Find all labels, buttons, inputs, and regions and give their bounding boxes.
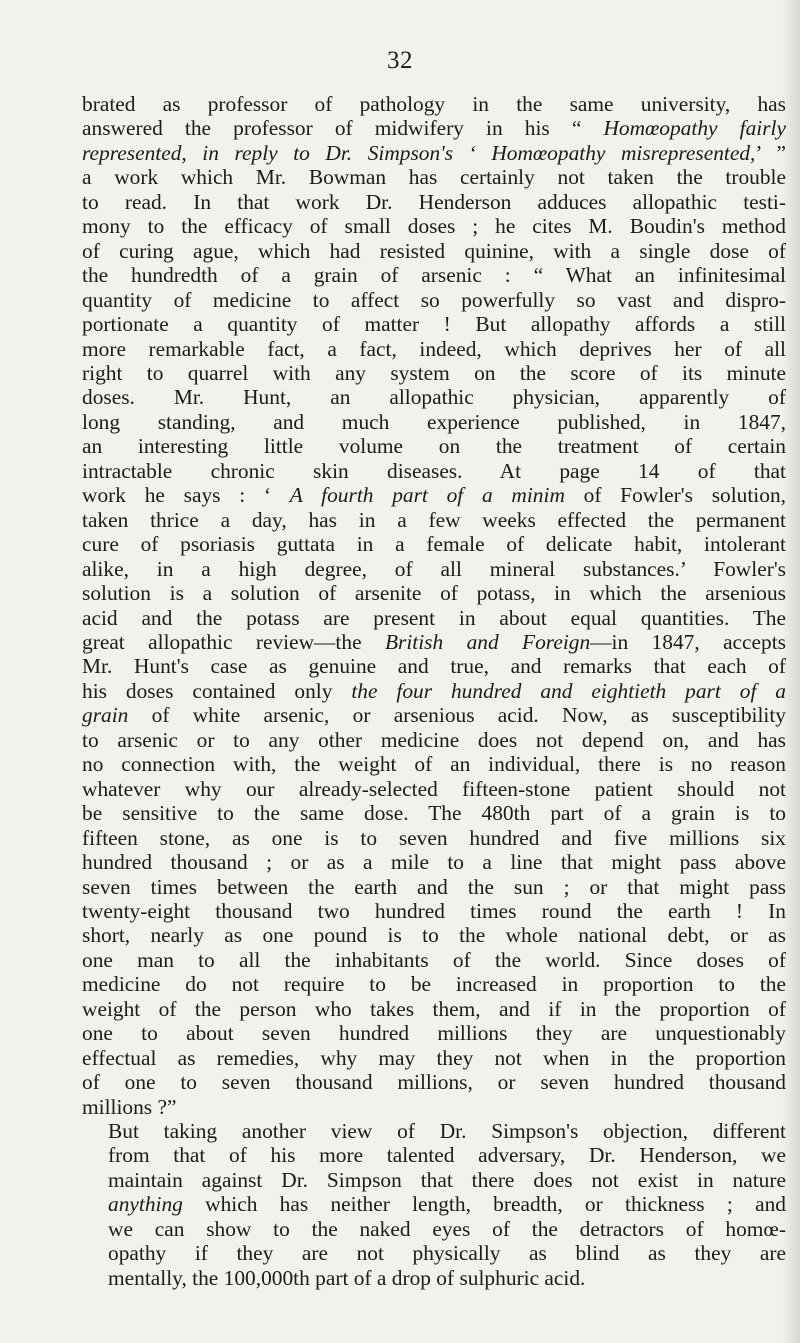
text-segment: from that of his more talented adversary, Dr. Henderson, we xyxy=(108,1143,786,1168)
text-line xyxy=(82,728,786,752)
text-line xyxy=(82,1241,786,1265)
text-segment: effectual as remedies, why may they not when in the proportion xyxy=(82,1045,786,1070)
text-line xyxy=(82,385,786,409)
italic-text: Homœopathy fairly xyxy=(603,116,786,141)
text-segment: solution is a solution of arsenite of potass, in which the arsenious xyxy=(82,581,786,606)
text-segment: work he says : ‘ xyxy=(82,483,290,508)
text-segment: right to quarrel with any system on the score of its minute xyxy=(82,360,786,385)
text-line xyxy=(82,948,786,972)
text-segment: acid and the potass are present in about equal quantities. The xyxy=(82,605,786,630)
text-segment: weight of the person who takes them, and if in the proportion of xyxy=(82,996,786,1021)
text-segment: intractable chronic skin diseases. At page 14 of that xyxy=(82,458,786,483)
text-segment: no connection with, the weight of an individual, there is no reason xyxy=(82,752,786,777)
italic-text: the four hundred and eightieth part of a xyxy=(351,678,786,703)
text-line xyxy=(82,141,786,165)
text-line xyxy=(82,654,786,678)
text-segment: fifteen stone, as one is to seven hundred and five millions six xyxy=(82,825,786,850)
text-segment: to read. In that work Dr. Henderson adduces allopathic testi- xyxy=(82,189,786,214)
paragraph xyxy=(82,92,786,1119)
text-line xyxy=(82,1143,786,1167)
text-line xyxy=(82,459,786,483)
text-line xyxy=(82,875,786,899)
text-line xyxy=(82,434,786,458)
text-line xyxy=(82,703,786,727)
text-segment: we can show to the naked eyes of the detractors of homœ- xyxy=(108,1216,786,1241)
text-segment: more remarkable fact, a fact, indeed, which deprives her of all xyxy=(82,336,786,361)
italic-text: represented, in reply to Dr. Simpson's ‘ Homœopathy misrepresented, xyxy=(82,140,756,165)
text-segment: millions ?” xyxy=(82,1094,177,1119)
text-line xyxy=(82,1217,786,1241)
italic-text: British and Foreign xyxy=(384,629,591,654)
text-segment: of curing ague, which had resisted quinine, with a single dose of xyxy=(82,238,786,263)
text-segment: a work which Mr. Bowman has certainly not taken the trouble xyxy=(82,165,786,190)
text-segment: the hundredth of a grain of arsenic : “ What an infinitesimal xyxy=(82,263,786,288)
italic-text: A fourth part of a minim xyxy=(289,483,565,508)
text-line xyxy=(82,190,786,214)
text-line xyxy=(82,850,786,874)
text-segment: to arsenic or to any other medicine does not depend on, and has xyxy=(82,727,786,752)
text-segment: one to about seven hundred millions they are unquestionably xyxy=(82,1021,786,1046)
text-line xyxy=(82,1192,786,1216)
text-line xyxy=(82,165,786,189)
text-segment: brated as professor of pathology in the same university, has xyxy=(82,92,786,116)
text-line xyxy=(82,337,786,361)
text-segment: one man to all the inhabitants of the world. Since doses of xyxy=(82,947,786,972)
text-segment: Mr. Hunt's case as genuine and true, and remarks that each of xyxy=(82,654,786,679)
text-line xyxy=(82,508,786,532)
text-segment: twenty-eight thousand two hundred times round the earth ! In xyxy=(82,898,786,923)
text-line xyxy=(82,557,786,581)
text-segment: ’ ” xyxy=(755,140,786,165)
text-segment: opathy if they are not physically as blind as they are xyxy=(108,1241,786,1266)
text-segment: mony to the efficacy of small doses ; he cites M. Boudin's method xyxy=(82,214,786,239)
text-line xyxy=(82,752,786,776)
text-line xyxy=(82,92,786,116)
paragraph xyxy=(82,1119,786,1290)
text-line xyxy=(82,312,786,336)
text-line xyxy=(82,263,786,287)
text-segment: which has neither length, breadth, or thickness ; and xyxy=(182,1192,786,1217)
text-line xyxy=(82,288,786,312)
text-line xyxy=(82,899,786,923)
text-line xyxy=(82,361,786,385)
italic-text: anything xyxy=(108,1192,183,1217)
text-segment: doses. Mr. Hunt, an allopathic physician, apparently of xyxy=(82,385,786,410)
text-segment: an interesting little volume on the treatment of certain xyxy=(82,434,786,459)
text-segment: taken thrice a day, has in a few weeks effected the permanent xyxy=(82,507,786,532)
text-segment: —in 1847, accepts xyxy=(590,629,787,654)
text-line xyxy=(82,997,786,1021)
text-line xyxy=(82,483,786,507)
text-segment: of white arsenic, or arsenious acid. Now, as susceptibility xyxy=(128,703,786,728)
text-line xyxy=(82,1095,786,1119)
text-segment: of Fowler's solution, xyxy=(564,483,786,508)
text-segment: great allopathic review—the xyxy=(82,629,385,654)
text-line xyxy=(82,1046,786,1070)
text-line xyxy=(82,679,786,703)
text-segment: portionate a quantity of matter ! But allopathy affords a still xyxy=(82,312,786,337)
italic-text: grain xyxy=(82,703,129,728)
text-line xyxy=(82,972,786,996)
text-line xyxy=(82,1119,786,1143)
text-segment: quantity of medicine to affect so powerfully so vast and dispro- xyxy=(82,287,786,312)
body-text xyxy=(82,92,786,1290)
text-segment: of one to seven thousand millions, or seven hundred thousand xyxy=(82,1070,786,1095)
text-segment: mentally, the 100,000th part of a drop of sulphuric acid. xyxy=(108,1265,586,1290)
text-line xyxy=(82,630,786,654)
text-line xyxy=(82,1266,786,1290)
text-line xyxy=(82,801,786,825)
text-segment: be sensitive to the same dose. The 480th part of a grain is to xyxy=(82,801,786,826)
page-number: 32 xyxy=(387,47,413,74)
text-line xyxy=(82,1168,786,1192)
text-segment: cure of psoriasis guttata in a female of delicate habit, intolerant xyxy=(82,532,786,557)
text-segment: his doses contained only xyxy=(82,678,352,703)
text-segment: long standing, and much experience published, in 1847, xyxy=(82,409,786,434)
text-segment: maintain against Dr. Simpson that there does not exist in nature xyxy=(108,1167,786,1192)
text-line xyxy=(82,777,786,801)
text-line xyxy=(82,116,786,140)
text-segment: medicine do not require to be increased in proportion to the xyxy=(82,972,786,997)
text-line xyxy=(82,581,786,605)
text-line xyxy=(82,923,786,947)
text-segment: But taking another view of Dr. Simpson's objection, different xyxy=(108,1119,786,1144)
text-line xyxy=(82,826,786,850)
text-line xyxy=(82,606,786,630)
text-line xyxy=(82,532,786,556)
text-segment: short, nearly as one pound is to the whole national debt, or as xyxy=(82,923,786,948)
text-line xyxy=(82,239,786,263)
text-line xyxy=(82,214,786,238)
text-line xyxy=(82,1021,786,1045)
text-segment: alike, in a high degree, of all mineral substances.’ Fowler's xyxy=(82,556,786,581)
text-segment: whatever why our already-selected fifteen-stone patient should not xyxy=(82,776,786,801)
text-segment: seven times between the earth and the sun ; or that might pass xyxy=(82,874,786,899)
text-segment: answered the professor of midwifery in his “ xyxy=(82,116,604,141)
text-line xyxy=(82,1070,786,1094)
text-segment: hundred thousand ; or as a mile to a line that might pass above xyxy=(82,850,786,875)
text-line xyxy=(82,410,786,434)
